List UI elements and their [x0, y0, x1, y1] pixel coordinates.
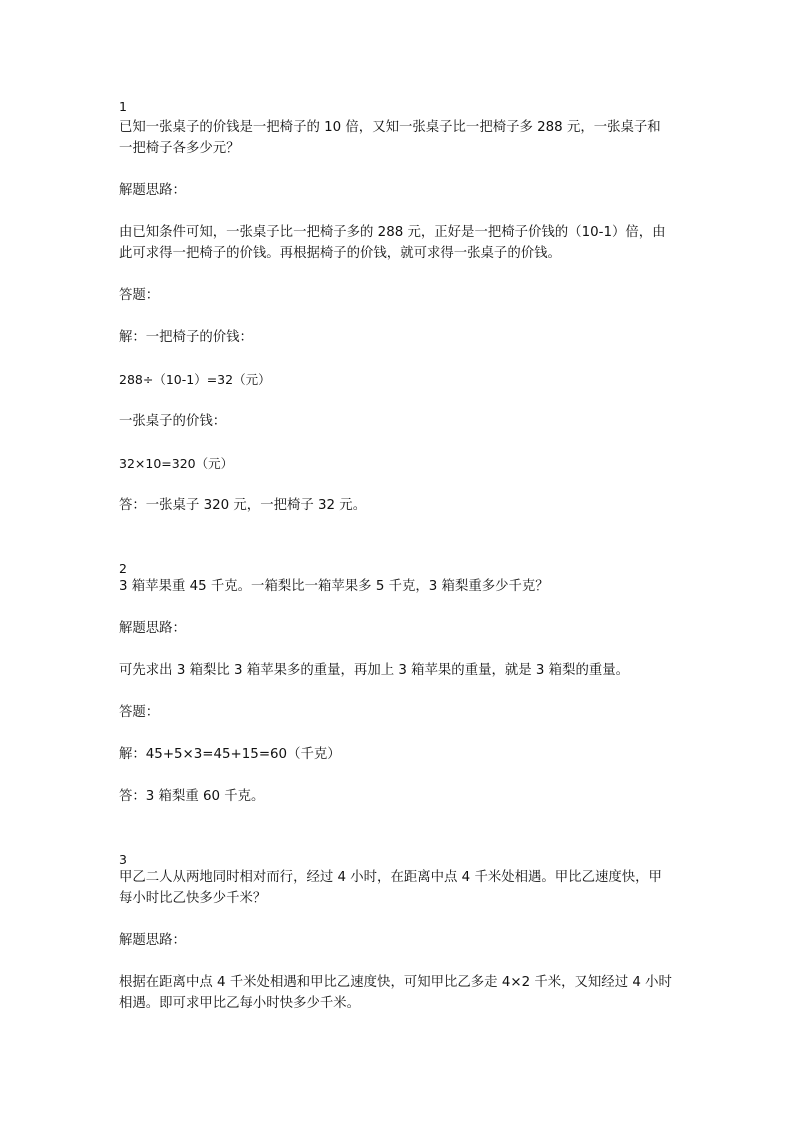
problem-3-idea-label: 解题思路：: [119, 933, 186, 948]
problem-3-idea-line-1: 根据在距离中点 4 千米处相遇和甲比乙速度快，可知甲比乙多走 4×2 千米，又知经过 4 小时: [119, 975, 672, 990]
problem-1-question-line-1: 已知一张桌子的价钱是一把椅子的 10 倍，又知一张桌子比一把椅子多 288 元，一张桌子和: [119, 120, 661, 135]
problem-1-solution-line-2: 288÷（10-1）=32（元）: [119, 372, 271, 387]
problem-2-answer-label: 答题：: [119, 705, 160, 720]
problem-3-question-line-2: 每小时比乙快多少千米？: [119, 891, 267, 906]
problem-1-idea-line-1: 由已知条件可知，一张桌子比一把椅子多的 288 元，正好是一把椅子价钱的（10-1）倍，由: [119, 225, 666, 240]
problem-1-question-line-2: 一把椅子各多少元？: [119, 141, 240, 156]
problem-2-number: 2: [119, 561, 127, 576]
problem-1-idea-line-2: 此可求得一把椅子的价钱。再根据椅子的价钱，就可求得一张桌子的价钱。: [119, 246, 561, 261]
problem-1-final-answer: 答：一张桌子 320 元，一把椅子 32 元。: [119, 498, 367, 513]
problem-2-idea-line-1: 可先求出 3 箱梨比 3 箱苹果多的重量，再加上 3 箱苹果的重量，就是 3 箱梨的重量。: [119, 663, 630, 678]
problem-1-idea-label: 解题思路：: [119, 183, 186, 198]
problem-2-question-line-1: 3 箱苹果重 45 千克。一箱梨比一箱苹果多 5 千克，3 箱梨重多少千克？: [119, 579, 549, 594]
problem-2-final-answer: 答：3 箱梨重 60 千克。: [119, 789, 265, 804]
problem-1-solution-line-4: 32×10=320（元）: [119, 456, 234, 471]
problem-3-question-line-1: 甲乙二人从两地同时相对而行，经过 4 小时，在距离中点 4 千米处相遇。甲比乙速度快，甲: [119, 870, 662, 885]
problem-3-idea-line-2: 相遇。即可求甲比乙每小时快多少千米。: [119, 996, 361, 1011]
problem-2-idea-label: 解题思路：: [119, 621, 186, 636]
problem-1-number: 1: [119, 99, 127, 114]
problem-1-solution-line-1: 解：一把椅子的价钱：: [119, 330, 253, 345]
problem-1-solution-line-3: 一张桌子的价钱：: [119, 414, 227, 429]
problem-2-solution-line-1: 解：45+5×3=45+15=60（千克）: [119, 747, 341, 762]
problem-1-answer-label: 答题：: [119, 288, 160, 303]
problem-3-number: 3: [119, 852, 127, 867]
